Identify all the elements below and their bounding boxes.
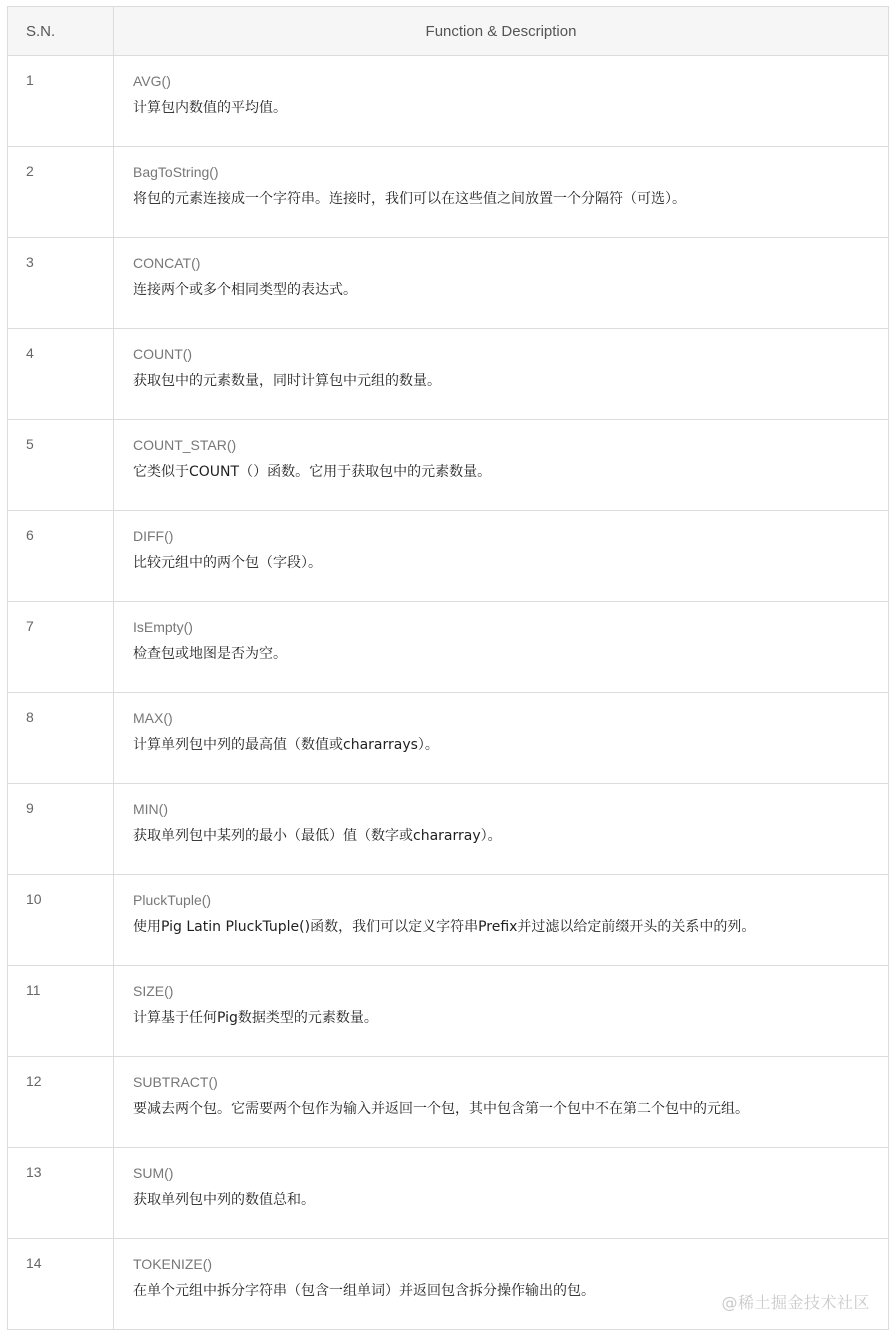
table-row: [8, 966, 889, 1057]
function-name: SUBTRACT(): [133, 1074, 218, 1090]
function-description: 获取单列包中某列的最小（最低）值（数字或chararray）。: [133, 828, 502, 844]
function-description: 计算单列包中列的最高值（数值或chararrays）。: [133, 737, 439, 753]
header-sn: S.N.: [8, 7, 114, 56]
function-cell: [114, 420, 889, 511]
row-number: 13: [8, 1148, 114, 1239]
table-row: [8, 602, 889, 693]
header-function-description: Function & Description: [114, 7, 889, 56]
function-description: 它类似于COUNT（）函数。它用于获取包中的元素数量。: [133, 464, 492, 480]
function-description: 获取单列包中列的数值总和。: [133, 1192, 315, 1208]
header-row: [8, 7, 889, 56]
function-cell: [114, 1239, 889, 1330]
row-number: 10: [8, 875, 114, 966]
function-name: TOKENIZE(): [133, 1256, 213, 1272]
table-row: [8, 56, 889, 147]
table-row: [8, 147, 889, 238]
row-number: 7: [8, 602, 114, 693]
table-row: [8, 511, 889, 602]
function-name: COUNT_STAR(): [133, 437, 237, 453]
row-number: 2: [8, 147, 114, 238]
function-name: BagToString(): [133, 164, 219, 180]
row-number: 12: [8, 1057, 114, 1148]
function-description: 检查包或地图是否为空。: [133, 646, 287, 662]
function-description: 计算包内数值的平均值。: [133, 100, 287, 116]
function-name: SIZE(): [133, 983, 174, 999]
table-row: [8, 784, 889, 875]
function-cell: [114, 966, 889, 1057]
row-number: 4: [8, 329, 114, 420]
function-cell: [114, 784, 889, 875]
table-body: [8, 56, 889, 1330]
function-description: 使用Pig Latin PluckTuple()函数，我们可以定义字符串Prefix并过滤以给定前缀开头的关系中的列。: [133, 919, 756, 935]
function-cell: [114, 602, 889, 693]
function-description: 连接两个或多个相同类型的表达式。: [133, 282, 357, 298]
table-row: [8, 238, 889, 329]
function-cell: [114, 1057, 889, 1148]
function-cell: [114, 511, 889, 602]
function-name: AVG(): [133, 73, 171, 89]
table-row: [8, 1057, 889, 1148]
function-cell: [114, 56, 889, 147]
function-description: 比较元组中的两个包（字段）。: [133, 555, 322, 571]
function-description: 在单个元组中拆分字符串（包含一组单词）并返回包含拆分操作输出的包。: [133, 1283, 595, 1299]
function-name: MAX(): [133, 710, 173, 726]
row-number: 11: [8, 966, 114, 1057]
table-row: [8, 1239, 889, 1330]
table-row: [8, 420, 889, 511]
function-name: MIN(): [133, 801, 168, 817]
table-row: [8, 329, 889, 420]
row-number: 1: [8, 56, 114, 147]
function-name: IsEmpty(): [133, 619, 193, 635]
row-number: 14: [8, 1239, 114, 1330]
function-description: 将包的元素连接成一个字符串。连接时，我们可以在这些值之间放置一个分隔符（可选）。: [133, 191, 686, 207]
function-name: PluckTuple(): [133, 892, 212, 908]
watermark: @稀土掘金技术社区: [721, 1293, 870, 1312]
function-cell: [114, 1148, 889, 1239]
row-number: 6: [8, 511, 114, 602]
table-row: [8, 875, 889, 966]
table-row: [8, 1148, 889, 1239]
function-cell: [114, 238, 889, 329]
function-description: 计算基于任何Pig数据类型的元素数量。: [133, 1010, 378, 1026]
row-number: 5: [8, 420, 114, 511]
function-cell: [114, 693, 889, 784]
function-table: [7, 6, 889, 1330]
function-cell: [114, 875, 889, 966]
table-header: [8, 7, 889, 56]
function-name: CONCAT(): [133, 255, 201, 271]
function-cell: [114, 329, 889, 420]
function-description: 获取包中的元素数量，同时计算包中元组的数量。: [133, 373, 441, 389]
row-number: 8: [8, 693, 114, 784]
function-name: COUNT(): [133, 346, 193, 362]
function-cell: [114, 147, 889, 238]
row-number: 3: [8, 238, 114, 329]
table-row: [8, 693, 889, 784]
function-description: 要减去两个包。它需要两个包作为输入并返回一个包，其中包含第一个包中不在第二个包中的元组。: [133, 1101, 749, 1117]
function-name: SUM(): [133, 1165, 174, 1181]
function-name: DIFF(): [133, 528, 174, 544]
row-number: 9: [8, 784, 114, 875]
